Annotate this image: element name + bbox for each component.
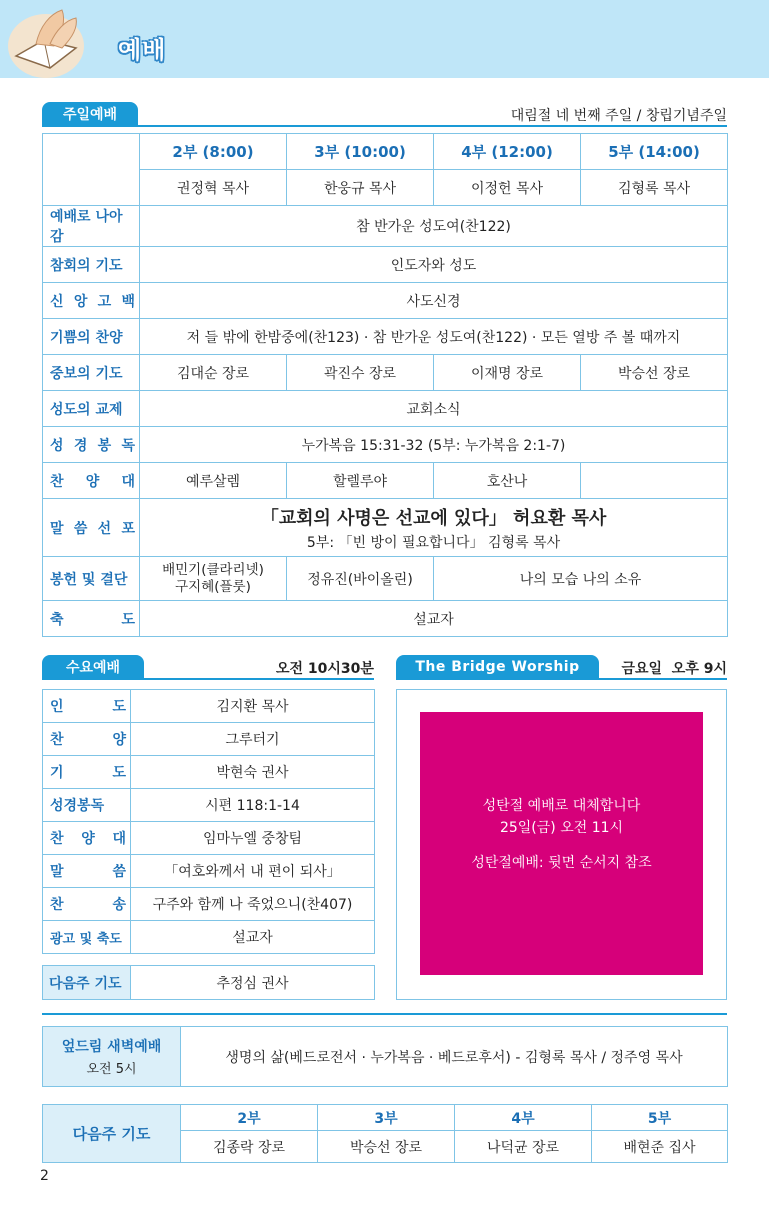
row-label: 광고 및 축도 — [43, 921, 131, 954]
label-char: 신 — [50, 293, 64, 310]
service-leader: 권정혁 목사 — [140, 170, 287, 206]
row-label: 중보의 기도 — [43, 355, 140, 391]
service-name: 5부 — [592, 1105, 728, 1131]
label-char: 도 — [121, 611, 135, 628]
row-label-text — [50, 762, 126, 782]
row-value: 누가복음 15:31-32 (5부: 누가복음 2:1-7) — [140, 427, 728, 463]
row-value: 나의 모습 나의 소유 — [434, 557, 728, 601]
row-label-text — [50, 471, 135, 491]
row-label — [43, 283, 140, 319]
bridge-notice — [420, 712, 703, 975]
service-leader: 한웅규 목사 — [287, 170, 434, 206]
page-number: 2 — [40, 1168, 49, 1184]
service-name: 3부 — [318, 1105, 455, 1131]
row-value: 정유진(바이올린) — [287, 557, 434, 601]
label-char: 찬 — [50, 732, 64, 748]
row-label — [43, 723, 131, 756]
wednesday-time: 오전 10시30분 — [276, 661, 374, 677]
corner-cell — [43, 134, 140, 206]
row-value: 교회소식 — [140, 391, 728, 427]
label-char: 찬 — [50, 897, 64, 913]
row-label: 예배로 나아감 — [43, 206, 140, 247]
dawn-worship-table — [42, 1026, 728, 1087]
page-title: 예배 — [118, 36, 167, 64]
service-time: 3부 (10:00) — [287, 134, 434, 170]
row-value: 임마누엘 중창팀 — [131, 822, 375, 855]
label-char: 앙 — [73, 293, 88, 310]
offering-performers — [140, 557, 287, 601]
row-label — [43, 789, 131, 822]
row-value: 시편 118:1-14 — [131, 789, 375, 822]
next-week-prayer-label: 다음주 기도 — [43, 1105, 181, 1163]
label-char: 인 — [50, 699, 64, 715]
label-char: 말 — [50, 864, 64, 880]
prayer-person: 박승선 장로 — [318, 1131, 455, 1163]
label-char: 기 — [50, 765, 64, 781]
label-char: 씀 — [73, 520, 88, 537]
row-value: 인도자와 성도 — [140, 247, 728, 283]
label-char: 양 — [81, 831, 95, 847]
label-char: 찬 — [50, 473, 64, 490]
sermon-subtitle: 5부: 「빈 방이 필요합니다」 김형록 목사 — [306, 534, 561, 551]
row-label — [43, 499, 140, 557]
label-char: 봉 — [97, 437, 112, 454]
bridge-notice-line: 성탄절예배: 뒷면 순서지 참조 — [471, 855, 652, 871]
praying-hands-bible-icon — [6, 4, 98, 78]
row-value: 예루살렘 — [140, 463, 287, 499]
wednesday-worship-tab: 수요예배 — [42, 655, 144, 679]
row-label: 참회의 기도 — [43, 247, 140, 283]
bridge-notice-line: 성탄절 예배로 대체합니다 — [482, 798, 641, 814]
row-label — [43, 822, 131, 855]
dawn-worship-time: 오전 5시 — [86, 1062, 137, 1077]
label-char: 대 — [112, 831, 126, 847]
row-value: 사도신경 — [140, 283, 728, 319]
row-label-text — [50, 861, 126, 881]
label-char: 말 — [50, 520, 64, 537]
row-label-text — [50, 729, 126, 749]
label-char: 성경봉독 — [50, 798, 105, 814]
row-label — [43, 888, 131, 921]
label-char: 선 — [97, 520, 112, 537]
label-char: 축 — [50, 611, 64, 628]
service-leader: 이정헌 목사 — [434, 170, 581, 206]
row-value: 김지환 목사 — [131, 690, 375, 723]
prayer-person: 나덕균 장로 — [455, 1131, 592, 1163]
row-label-text — [50, 828, 126, 848]
next-prayer-value: 추정심 권사 — [131, 966, 375, 1000]
row-label — [43, 756, 131, 789]
sunday-worship-tab: 주일예배 — [42, 102, 138, 126]
label-char: 포 — [121, 520, 135, 537]
page-header — [0, 0, 769, 78]
row-label — [43, 601, 140, 637]
service-time: 2부 (8:00) — [140, 134, 287, 170]
row-value: 할렐루야 — [287, 463, 434, 499]
dawn-worship-label: 엎드림 새벽예배 — [61, 1039, 162, 1055]
label-char: 성 — [50, 437, 64, 454]
row-label-text — [50, 696, 126, 716]
service-leader: 김형록 목사 — [581, 170, 728, 206]
wednesday-next-prayer-table — [42, 965, 375, 1000]
label-char: 씀 — [112, 864, 126, 880]
row-label-text — [50, 435, 135, 455]
row-label: 성도의 교제 — [43, 391, 140, 427]
row-value: 참 반가운 성도여(찬122) — [140, 206, 728, 247]
section-divider — [42, 125, 727, 127]
row-value: 그루터기 — [131, 723, 375, 756]
row-label: 기쁨의 찬양 — [43, 319, 140, 355]
section-divider — [42, 1013, 727, 1015]
row-label-text — [50, 795, 126, 815]
label-char: 백 — [121, 293, 135, 310]
sermon-cell — [140, 499, 728, 557]
prayer-person: 김종락 장로 — [181, 1131, 318, 1163]
service-name: 4부 — [455, 1105, 592, 1131]
row-label-text — [50, 894, 126, 914]
row-value: 「여호와께서 내 편이 되사」 — [131, 855, 375, 888]
bridge-notice-line: 25일(금) 오전 11시 — [499, 820, 624, 836]
sunday-subtitle: 대림절 네 번째 주일 / 창립기념주일 — [510, 108, 727, 124]
row-label: 봉헌 및 결단 — [43, 557, 140, 601]
offering-performer: 구지혜(플룻) — [175, 578, 251, 595]
row-label-text — [50, 518, 135, 538]
bridge-worship-tab: The Bridge Worship — [396, 655, 599, 679]
label-char: 고 — [97, 293, 112, 310]
row-label-text — [50, 609, 135, 629]
offering-performer: 배민기(클라리넷) — [162, 561, 264, 578]
dawn-worship-label-cell — [43, 1027, 181, 1087]
service-name: 2부 — [181, 1105, 318, 1131]
row-value: 이재명 장로 — [434, 355, 581, 391]
row-value: 김대순 장로 — [140, 355, 287, 391]
service-time: 5부 (14:00) — [581, 134, 728, 170]
label-char: 대 — [121, 473, 135, 490]
next-week-prayer-table — [42, 1104, 728, 1163]
wednesday-order-table — [42, 689, 375, 954]
sermon-title: 「교회의 사명은 선교에 있다」 허요환 목사 — [260, 507, 607, 529]
label-char: 찬 — [50, 831, 64, 847]
row-value: 박승선 장로 — [581, 355, 728, 391]
row-value: 곽진수 장로 — [287, 355, 434, 391]
row-label — [43, 855, 131, 888]
label-char: 경 — [73, 437, 88, 454]
row-value: 구주와 함께 나 죽었으니(찬407) — [131, 888, 375, 921]
label-char: 양 — [85, 473, 100, 490]
row-value: 호산나 — [434, 463, 581, 499]
row-label-text — [50, 291, 135, 311]
row-value: 박현숙 권사 — [131, 756, 375, 789]
row-label — [43, 690, 131, 723]
service-time: 4부 (12:00) — [434, 134, 581, 170]
dawn-worship-value: 생명의 삶(베드로전서 · 누가복음 · 베드로후서) - 김형록 목사 / 정주영 목사 — [181, 1027, 728, 1087]
row-value: 저 들 밖에 한밤중에(찬123) · 참 반가운 성도여(찬122) · 모든 열방 주 볼 때까지 — [140, 319, 728, 355]
label-char: 독 — [121, 437, 135, 454]
section-divider — [42, 678, 374, 680]
sunday-order-table — [42, 133, 728, 637]
bridge-time: 금요일 오후 9시 — [621, 661, 727, 677]
row-value: 설교자 — [131, 921, 375, 954]
label-char: 도 — [112, 765, 126, 781]
row-value: 설교자 — [140, 601, 728, 637]
row-label — [43, 427, 140, 463]
label-char: 송 — [112, 897, 126, 913]
prayer-person: 배현준 집사 — [592, 1131, 728, 1163]
next-prayer-label: 다음주 기도 — [43, 966, 131, 1000]
section-divider — [396, 678, 727, 680]
label-char: 양 — [112, 732, 126, 748]
row-value — [581, 463, 728, 499]
label-char: 도 — [112, 699, 126, 715]
row-label — [43, 463, 140, 499]
